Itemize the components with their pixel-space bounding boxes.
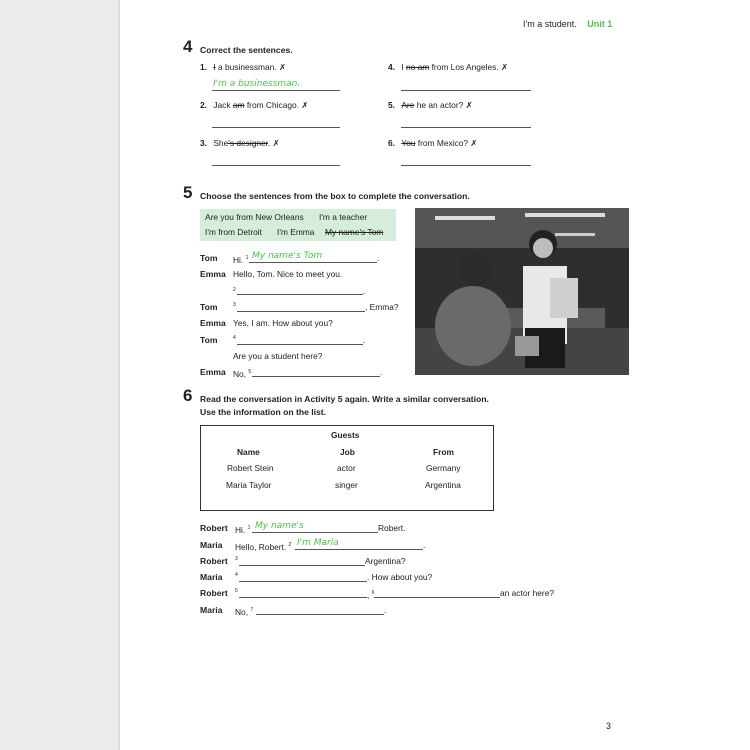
box-phrase: I'm Emma [277,227,315,237]
answer-text: My name's [255,521,304,531]
box-phrase-used: My name's Tom [325,227,384,237]
table-cell: Germany [426,463,461,473]
table-cell: singer [335,480,358,490]
answer-line-6[interactable] [401,165,531,166]
column-header: Job [340,447,355,457]
dialogue-line: Are you a student here? [233,351,323,361]
answer-line[interactable] [237,294,363,295]
speaker-label: Tom [200,335,218,345]
unit-label: Unit 1 [587,19,613,29]
answer-text: My name's Tom [252,251,323,261]
speaker-label: Robert [200,556,228,566]
dialogue-line: No, $^5$ [233,368,252,379]
column-header: Name [237,447,260,457]
guests-title: Guests [331,430,360,440]
page-number: 3 [606,721,612,731]
answer-line[interactable] [295,549,423,550]
box-phrase: Are you from New Orleans [205,212,304,222]
activity-4-number: 4 [183,37,193,56]
sentence-item: 5. Are he an actor? ✗ [388,100,473,110]
answer-line[interactable] [252,376,380,377]
answer-line-3[interactable] [212,165,340,166]
sentence-item: 4. I no am from Los Angeles. ✗ [388,62,508,72]
speaker-label: Robert [200,523,228,533]
answer-line[interactable] [239,565,365,566]
answer-line-5[interactable] [401,127,531,128]
speaker-label: Maria [200,572,223,582]
table-cell: Robert Stein [227,463,274,473]
dialogue-line: Hi. $^1$ [233,254,249,265]
classroom-photo [415,208,629,375]
speaker-label: Emma [200,367,226,377]
column-header: From [433,447,454,457]
answer-line-1[interactable] [212,90,340,91]
sentence-item: 3. She's designer. ✗ [200,138,280,148]
header-title: I'm a student. [523,19,577,29]
answer-line-2[interactable] [212,127,340,128]
page-header [523,14,612,32]
speaker-label: Tom [200,302,218,312]
sentence-item: 1. I a businessman. ✗ [200,62,287,72]
sentence-item: 2. Jack am from Chicago. ✗ [200,100,309,110]
answer-line[interactable] [237,344,363,345]
speaker-label: Emma [200,269,226,279]
table-cell: Maria Taylor [226,480,272,490]
table-cell: actor [337,463,356,473]
book-spine-shadow [0,0,120,750]
answer-line-4[interactable] [401,90,531,91]
speaker-label: Maria [200,605,223,615]
activity-4-instruction: Correct the sentences. [200,45,293,55]
sentence-item: 6. You from Mexico? ✗ [388,138,478,148]
activity-6-number: 6 [183,386,193,405]
activity-5-number: 5 [183,183,193,202]
answer-line[interactable] [237,311,365,312]
speaker-label: Maria [200,540,223,550]
speaker-label: Tom [200,253,218,263]
answer-line[interactable] [374,597,500,598]
activity-6-instruction-2: Use the information on the list. [200,407,327,417]
answer-text: I'm Maria [297,538,339,548]
speaker-label: Robert [200,588,228,598]
box-phrase: I'm a teacher [319,212,368,222]
answer-line[interactable] [256,614,384,615]
answer-line[interactable] [239,581,367,582]
dialogue-line: 2 [233,287,236,293]
activity-5-instruction: Choose the sentences from the box to complete the conversation. [200,191,470,201]
answer-line[interactable] [239,597,367,598]
activity-6-instruction: Read the conversation in Activity 5 again. Write a similar conversation. [200,394,489,404]
dialogue-line: Yes, I am. How about you? [233,318,333,328]
dialogue-line: Hello, Tom. Nice to meet you. [233,269,343,279]
answer-line[interactable] [252,532,378,533]
box-phrase: I'm from Detroit [205,227,262,237]
answer-text: I'm a businessman. [213,79,301,89]
answer-line[interactable] [249,262,377,263]
speaker-label: Emma [200,318,226,328]
table-cell: Argentina [425,480,461,490]
